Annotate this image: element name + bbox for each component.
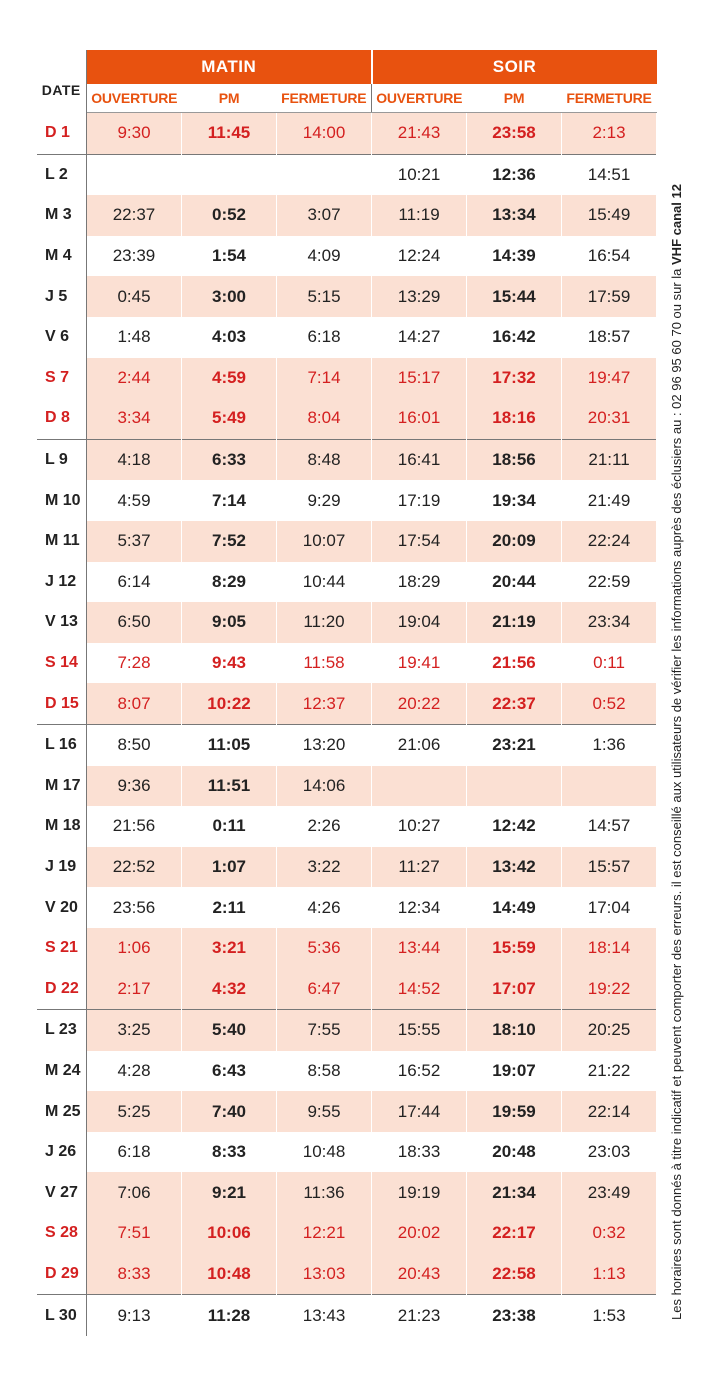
soir-ouverture-cell: 20:22 <box>372 683 467 724</box>
matin-fermeture-cell: 8:48 <box>277 439 372 480</box>
matin-pm-cell: 10:48 <box>182 1254 277 1295</box>
table-row <box>37 766 657 807</box>
matin-ouverture-cell: 5:25 <box>87 1091 182 1132</box>
matin-pm-header: PM <box>182 84 277 113</box>
matin-ouverture-cell: 7:28 <box>87 643 182 684</box>
matin-ouverture-cell: 7:06 <box>87 1172 182 1213</box>
soir-pm-cell: 15:59 <box>467 928 562 969</box>
matin-ouverture-cell: 1:48 <box>87 317 182 358</box>
soir-ouverture-cell: 10:27 <box>372 806 467 847</box>
matin-pm-cell: 8:29 <box>182 562 277 603</box>
soir-pm-cell: 21:56 <box>467 643 562 684</box>
soir-ouverture-cell: 19:04 <box>372 602 467 643</box>
soir-fermeture-cell: 2:13 <box>562 113 657 155</box>
matin-pm-cell: 3:00 <box>182 276 277 317</box>
matin-ouverture-cell: 21:56 <box>87 806 182 847</box>
soir-fermeture-cell: 19:47 <box>562 358 657 399</box>
soir-pm-cell: 14:49 <box>467 887 562 928</box>
day-cell: S 7 <box>37 358 87 399</box>
soir-fermeture-cell: 0:32 <box>562 1213 657 1254</box>
day-cell: V 27 <box>37 1172 87 1213</box>
soir-fermeture-cell: 22:24 <box>562 521 657 562</box>
matin-group-header: MATIN <box>87 50 372 84</box>
matin-fermeture-cell: 13:20 <box>277 724 372 765</box>
matin-pm-cell: 11:05 <box>182 724 277 765</box>
matin-ouverture-cell: 7:51 <box>87 1213 182 1254</box>
matin-ouverture-cell: 23:39 <box>87 236 182 277</box>
matin-pm-cell <box>182 154 277 195</box>
day-cell: M 18 <box>37 806 87 847</box>
matin-pm-cell: 11:51 <box>182 766 277 807</box>
soir-fermeture-cell: 17:04 <box>562 887 657 928</box>
soir-pm-cell: 16:42 <box>467 317 562 358</box>
matin-fermeture-cell: 9:29 <box>277 480 372 521</box>
day-cell: L 30 <box>37 1295 87 1336</box>
soir-fermeture-cell: 23:49 <box>562 1172 657 1213</box>
disclaimer-note <box>665 30 689 1320</box>
matin-fermeture-cell: 4:09 <box>277 236 372 277</box>
matin-pm-cell: 9:21 <box>182 1172 277 1213</box>
matin-fermeture-cell: 12:21 <box>277 1213 372 1254</box>
matin-ouverture-cell: 8:07 <box>87 683 182 724</box>
table-row <box>37 276 657 317</box>
soir-ouverture-cell: 17:54 <box>372 521 467 562</box>
soir-ouverture-cell: 17:44 <box>372 1091 467 1132</box>
matin-pm-cell: 4:03 <box>182 317 277 358</box>
matin-pm-cell: 0:11 <box>182 806 277 847</box>
soir-ouverture-cell: 16:41 <box>372 439 467 480</box>
day-cell: S 21 <box>37 928 87 969</box>
day-cell: M 17 <box>37 766 87 807</box>
day-cell: D 22 <box>37 968 87 1009</box>
soir-ouverture-cell: 14:52 <box>372 968 467 1009</box>
day-cell: J 12 <box>37 562 87 603</box>
day-cell: L 16 <box>37 724 87 765</box>
day-cell: J 5 <box>37 276 87 317</box>
matin-pm-cell: 9:05 <box>182 602 277 643</box>
soir-fermeture-cell: 0:11 <box>562 643 657 684</box>
matin-ouverture-cell: 9:36 <box>87 766 182 807</box>
day-cell: M 11 <box>37 521 87 562</box>
day-cell: L 23 <box>37 1010 87 1051</box>
matin-fermeture-cell: 13:03 <box>277 1254 372 1295</box>
matin-fermeture-header: FERMETURE <box>277 84 372 113</box>
table-row <box>37 1254 657 1295</box>
table-row <box>37 602 657 643</box>
soir-pm-cell: 13:34 <box>467 195 562 236</box>
matin-pm-cell: 5:49 <box>182 398 277 439</box>
soir-fermeture-cell: 22:59 <box>562 562 657 603</box>
matin-ouverture-cell: 3:25 <box>87 1010 182 1051</box>
matin-pm-cell: 9:43 <box>182 643 277 684</box>
soir-pm-cell: 18:10 <box>467 1010 562 1051</box>
matin-ouverture-cell: 22:37 <box>87 195 182 236</box>
matin-ouverture-cell: 3:34 <box>87 398 182 439</box>
soir-ouverture-header: OUVERTURE <box>372 84 467 113</box>
day-cell: M 24 <box>37 1051 87 1092</box>
matin-ouverture-cell: 4:18 <box>87 439 182 480</box>
matin-pm-cell: 10:06 <box>182 1213 277 1254</box>
matin-ouverture-cell: 2:17 <box>87 968 182 1009</box>
day-cell: V 6 <box>37 317 87 358</box>
soir-ouverture-cell: 21:06 <box>372 724 467 765</box>
soir-fermeture-cell: 15:49 <box>562 195 657 236</box>
matin-ouverture-cell: 6:18 <box>87 1132 182 1173</box>
soir-ouverture-cell: 11:19 <box>372 195 467 236</box>
soir-ouverture-cell: 19:19 <box>372 1172 467 1213</box>
soir-fermeture-cell <box>562 766 657 807</box>
table-row <box>37 1091 657 1132</box>
soir-fermeture-cell: 23:34 <box>562 602 657 643</box>
matin-ouverture-cell: 8:50 <box>87 724 182 765</box>
soir-ouverture-cell: 13:44 <box>372 928 467 969</box>
table-row <box>37 1295 657 1336</box>
soir-pm-cell: 23:38 <box>467 1295 562 1336</box>
soir-fermeture-cell: 14:51 <box>562 154 657 195</box>
soir-group-header: SOIR <box>372 50 657 84</box>
soir-pm-cell: 22:58 <box>467 1254 562 1295</box>
matin-fermeture-cell: 12:37 <box>277 683 372 724</box>
disclaimer-text: Les horaires sont donnés à titre indicatif et peuvent comporter des erreurs. il est conseillé aux utilisateurs de vérifier les informations auprès des éclusiers au : 02 96 95 60 70 ou sur la <box>669 264 684 1320</box>
soir-pm-cell: 18:56 <box>467 439 562 480</box>
day-cell: M 25 <box>37 1091 87 1132</box>
matin-fermeture-cell: 10:07 <box>277 521 372 562</box>
matin-ouverture-cell: 2:44 <box>87 358 182 399</box>
matin-fermeture-cell: 7:55 <box>277 1010 372 1051</box>
matin-fermeture-cell: 11:20 <box>277 602 372 643</box>
soir-fermeture-cell: 1:53 <box>562 1295 657 1336</box>
matin-pm-cell: 4:32 <box>182 968 277 1009</box>
soir-ouverture-cell: 20:43 <box>372 1254 467 1295</box>
matin-fermeture-cell: 8:58 <box>277 1051 372 1092</box>
table-row <box>37 439 657 480</box>
soir-fermeture-cell: 1:13 <box>562 1254 657 1295</box>
matin-ouverture-cell: 6:50 <box>87 602 182 643</box>
soir-ouverture-cell: 17:19 <box>372 480 467 521</box>
soir-ouverture-cell: 12:24 <box>372 236 467 277</box>
table-row <box>37 1213 657 1254</box>
soir-fermeture-cell: 0:52 <box>562 683 657 724</box>
table-row <box>37 236 657 277</box>
table-row <box>37 562 657 603</box>
day-cell: J 26 <box>37 1132 87 1173</box>
soir-ouverture-cell: 10:21 <box>372 154 467 195</box>
soir-ouverture-cell: 11:27 <box>372 847 467 888</box>
matin-pm-cell: 2:11 <box>182 887 277 928</box>
day-cell: V 20 <box>37 887 87 928</box>
day-cell: M 10 <box>37 480 87 521</box>
day-cell: D 1 <box>37 113 87 155</box>
soir-fermeture-cell: 21:11 <box>562 439 657 480</box>
soir-fermeture-cell: 19:22 <box>562 968 657 1009</box>
day-cell: S 14 <box>37 643 87 684</box>
soir-fermeture-cell: 16:54 <box>562 236 657 277</box>
matin-pm-cell: 6:33 <box>182 439 277 480</box>
soir-fermeture-cell: 18:14 <box>562 928 657 969</box>
matin-pm-cell: 8:33 <box>182 1132 277 1173</box>
soir-ouverture-cell: 21:23 <box>372 1295 467 1336</box>
soir-fermeture-cell: 20:25 <box>562 1010 657 1051</box>
lock-schedule-table <box>36 50 656 1336</box>
soir-pm-cell: 19:34 <box>467 480 562 521</box>
soir-ouverture-cell: 15:17 <box>372 358 467 399</box>
soir-fermeture-cell: 15:57 <box>562 847 657 888</box>
matin-pm-cell: 11:45 <box>182 113 277 155</box>
table-row <box>37 928 657 969</box>
matin-pm-cell: 0:52 <box>182 195 277 236</box>
matin-fermeture-cell: 3:22 <box>277 847 372 888</box>
soir-pm-cell: 13:42 <box>467 847 562 888</box>
day-cell: V 13 <box>37 602 87 643</box>
matin-pm-cell: 3:21 <box>182 928 277 969</box>
matin-ouverture-cell: 0:45 <box>87 276 182 317</box>
matin-ouverture-cell: 4:59 <box>87 480 182 521</box>
table-row <box>37 806 657 847</box>
table-row <box>37 1051 657 1092</box>
soir-ouverture-cell: 13:29 <box>372 276 467 317</box>
table-row <box>37 1172 657 1213</box>
matin-ouverture-cell: 1:06 <box>87 928 182 969</box>
matin-fermeture-cell: 6:47 <box>277 968 372 1009</box>
soir-ouverture-cell: 16:01 <box>372 398 467 439</box>
table-row <box>37 683 657 724</box>
soir-fermeture-header: FERMETURE <box>562 84 657 113</box>
soir-pm-cell: 18:16 <box>467 398 562 439</box>
matin-ouverture-cell <box>87 154 182 195</box>
soir-fermeture-cell: 14:57 <box>562 806 657 847</box>
matin-fermeture-cell: 10:48 <box>277 1132 372 1173</box>
table-row <box>37 113 657 155</box>
soir-pm-cell: 12:36 <box>467 154 562 195</box>
table-row <box>37 1132 657 1173</box>
date-column-header: DATE <box>37 50 87 113</box>
day-cell: L 2 <box>37 154 87 195</box>
table-row <box>37 724 657 765</box>
matin-fermeture-cell: 13:43 <box>277 1295 372 1336</box>
soir-fermeture-cell: 18:57 <box>562 317 657 358</box>
matin-fermeture-cell: 11:58 <box>277 643 372 684</box>
day-cell: M 3 <box>37 195 87 236</box>
soir-pm-cell: 21:34 <box>467 1172 562 1213</box>
matin-ouverture-cell: 8:33 <box>87 1254 182 1295</box>
day-cell: D 8 <box>37 398 87 439</box>
soir-ouverture-cell: 15:55 <box>372 1010 467 1051</box>
table-row <box>37 847 657 888</box>
soir-fermeture-cell: 20:31 <box>562 398 657 439</box>
matin-fermeture-cell <box>277 154 372 195</box>
soir-pm-cell: 17:32 <box>467 358 562 399</box>
day-cell: D 15 <box>37 683 87 724</box>
matin-ouverture-cell: 9:13 <box>87 1295 182 1336</box>
matin-fermeture-cell: 10:44 <box>277 562 372 603</box>
soir-pm-cell: 23:21 <box>467 724 562 765</box>
matin-fermeture-cell: 6:18 <box>277 317 372 358</box>
soir-pm-cell: 15:44 <box>467 276 562 317</box>
matin-ouverture-header: OUVERTURE <box>87 84 182 113</box>
table-row <box>37 317 657 358</box>
soir-pm-cell: 14:39 <box>467 236 562 277</box>
soir-ouverture-cell: 12:34 <box>372 887 467 928</box>
matin-fermeture-cell: 9:55 <box>277 1091 372 1132</box>
soir-pm-cell: 22:37 <box>467 683 562 724</box>
day-cell: M 4 <box>37 236 87 277</box>
soir-fermeture-cell: 23:03 <box>562 1132 657 1173</box>
matin-pm-cell: 7:14 <box>182 480 277 521</box>
table-row <box>37 154 657 195</box>
day-cell: S 28 <box>37 1213 87 1254</box>
table-row <box>37 887 657 928</box>
soir-pm-cell: 21:19 <box>467 602 562 643</box>
soir-pm-cell: 20:44 <box>467 562 562 603</box>
soir-fermeture-cell: 21:49 <box>562 480 657 521</box>
soir-ouverture-cell: 21:43 <box>372 113 467 155</box>
soir-fermeture-cell: 21:22 <box>562 1051 657 1092</box>
soir-pm-cell: 20:09 <box>467 521 562 562</box>
soir-ouverture-cell: 20:02 <box>372 1213 467 1254</box>
table-row <box>37 358 657 399</box>
soir-ouverture-cell: 19:41 <box>372 643 467 684</box>
matin-fermeture-cell: 2:26 <box>277 806 372 847</box>
matin-pm-cell: 5:40 <box>182 1010 277 1051</box>
matin-fermeture-cell: 14:00 <box>277 113 372 155</box>
matin-pm-cell: 11:28 <box>182 1295 277 1336</box>
soir-pm-cell: 22:17 <box>467 1213 562 1254</box>
soir-ouverture-cell: 14:27 <box>372 317 467 358</box>
matin-pm-cell: 6:43 <box>182 1051 277 1092</box>
matin-fermeture-cell: 8:04 <box>277 398 372 439</box>
table-row <box>37 521 657 562</box>
schedule-body <box>37 113 657 1336</box>
matin-pm-cell: 7:40 <box>182 1091 277 1132</box>
matin-ouverture-cell: 4:28 <box>87 1051 182 1092</box>
matin-pm-cell: 10:22 <box>182 683 277 724</box>
table-row <box>37 968 657 1009</box>
soir-pm-header: PM <box>467 84 562 113</box>
soir-pm-cell: 17:07 <box>467 968 562 1009</box>
table-row <box>37 195 657 236</box>
soir-ouverture-cell <box>372 766 467 807</box>
table-row <box>37 398 657 439</box>
soir-pm-cell: 19:07 <box>467 1051 562 1092</box>
soir-pm-cell: 20:48 <box>467 1132 562 1173</box>
soir-fermeture-cell: 1:36 <box>562 724 657 765</box>
table-row <box>37 1010 657 1051</box>
soir-ouverture-cell: 16:52 <box>372 1051 467 1092</box>
day-cell: D 29 <box>37 1254 87 1295</box>
matin-pm-cell: 1:54 <box>182 236 277 277</box>
matin-ouverture-cell: 22:52 <box>87 847 182 888</box>
matin-ouverture-cell: 5:37 <box>87 521 182 562</box>
matin-fermeture-cell: 5:15 <box>277 276 372 317</box>
matin-fermeture-cell: 14:06 <box>277 766 372 807</box>
matin-fermeture-cell: 11:36 <box>277 1172 372 1213</box>
soir-ouverture-cell: 18:33 <box>372 1132 467 1173</box>
matin-pm-cell: 1:07 <box>182 847 277 888</box>
matin-ouverture-cell: 23:56 <box>87 887 182 928</box>
soir-ouverture-cell: 18:29 <box>372 562 467 603</box>
soir-pm-cell: 23:58 <box>467 113 562 155</box>
matin-fermeture-cell: 7:14 <box>277 358 372 399</box>
soir-pm-cell: 12:42 <box>467 806 562 847</box>
soir-pm-cell: 19:59 <box>467 1091 562 1132</box>
matin-ouverture-cell: 6:14 <box>87 562 182 603</box>
soir-pm-cell <box>467 766 562 807</box>
matin-pm-cell: 4:59 <box>182 358 277 399</box>
matin-pm-cell: 7:52 <box>182 521 277 562</box>
matin-fermeture-cell: 5:36 <box>277 928 372 969</box>
matin-fermeture-cell: 4:26 <box>277 887 372 928</box>
day-cell: L 9 <box>37 439 87 480</box>
disclaimer-vhf: VHF canal 12 <box>669 184 684 265</box>
table-row <box>37 643 657 684</box>
day-cell: J 19 <box>37 847 87 888</box>
soir-fermeture-cell: 22:14 <box>562 1091 657 1132</box>
matin-ouverture-cell: 9:30 <box>87 113 182 155</box>
soir-fermeture-cell: 17:59 <box>562 276 657 317</box>
matin-fermeture-cell: 3:07 <box>277 195 372 236</box>
table-row <box>37 480 657 521</box>
